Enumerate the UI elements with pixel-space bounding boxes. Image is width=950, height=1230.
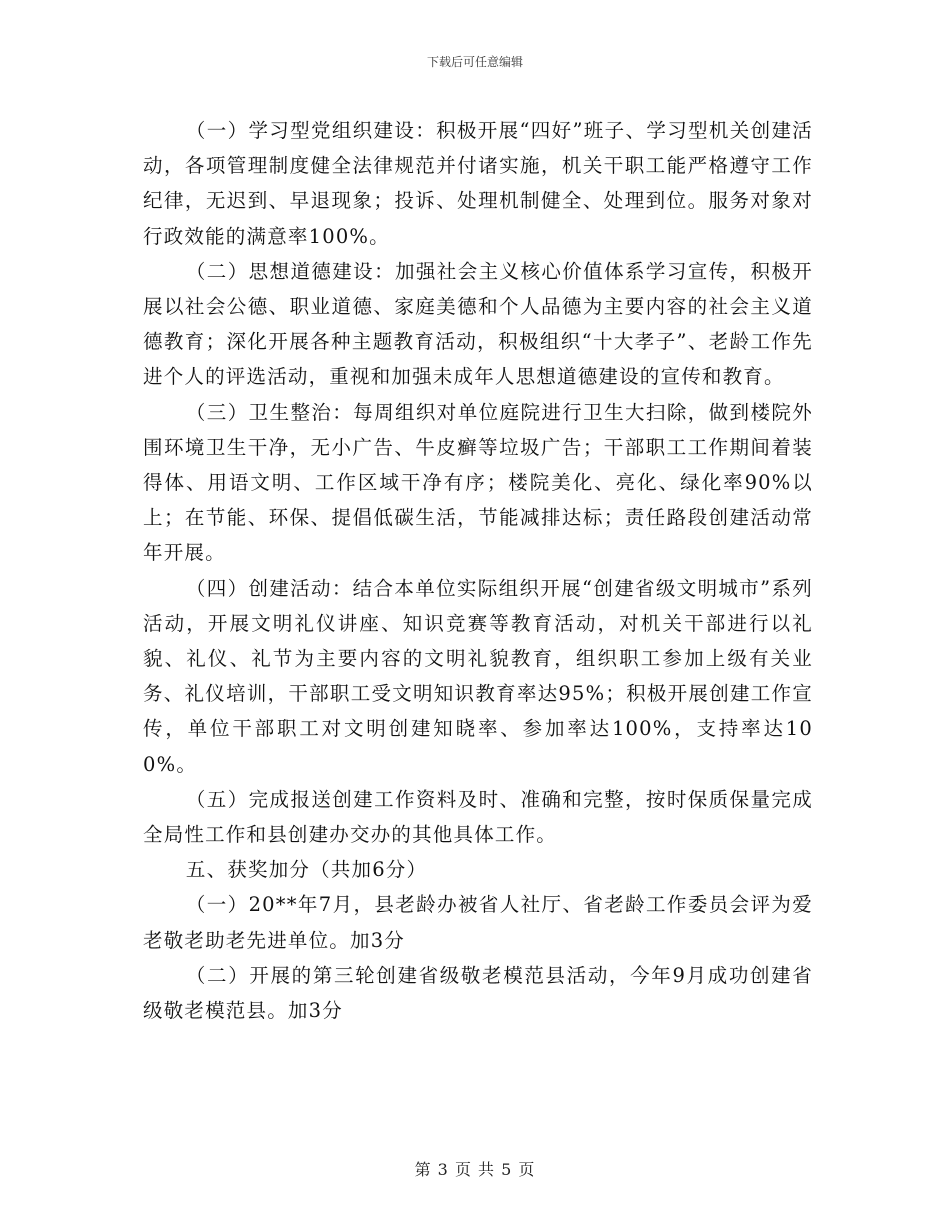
paragraph-reporting: （五）完成报送创建工作资料及时、准确和完整，按时保质保量完成全局性工作和县创建办交办的其他具体工作。 xyxy=(143,787,813,847)
page-header: 下载后可任意编辑 xyxy=(426,55,523,69)
paragraph-creation-activities: （四）创建活动：结合本单位实际组织开展“创建省级文明城市”系列活动，开展文明礼仪讲座、知识竞赛等教育活动，对机关干部进行以礼貌、礼仪、礼节为主要内容的文明礼貌教育，组织职工参加上级有关业务、礼仪培训，干部职工受文明知识教育率达95%；积极开展创建工作宣传，单位干部职工对文明创建知晓率、参加率达100%，支持率达100%。 xyxy=(143,576,813,776)
document-body xyxy=(143,113,813,1028)
paragraph-award-2: （二）开展的第三轮创建省级敬老模范县活动，今年9月成功创建省级敬老模范县。加3分 xyxy=(143,963,813,1023)
paragraph-sanitation: （三）卫生整治：每周组织对单位庭院进行卫生大扫除，做到楼院外围环境卫生干净，无小广告、牛皮癣等垃圾广告；干部职工工作期间着装得体、用语文明、工作区域干净有序；楼院美化、亮化、绿化率90%以上；在节能、环保、提倡低碳生活，节能减排达标；责任路段创建活动常年开展。 xyxy=(143,400,813,565)
paragraph-party-organization: （一）学习型党组织建设：积极开展“四好”班子、学习型机关创建活动，各项管理制度健全法律规范并付诸实施，机关干职工能严格遵守工作纪律，无迟到、早退现象；投诉、处理机制健全、处理到位。服务对象对行政效能的满意率100%。 xyxy=(143,119,813,248)
paragraph-award-1: （一）20**年7月，县老龄办被省人社厅、省老龄工作委员会评为爱老敬老助老先进单位。加3分 xyxy=(143,893,813,952)
page-number: 第 3 页 共 5 页 xyxy=(414,1160,536,1179)
section-heading-awards: 五、获奖加分（共加6分） xyxy=(185,858,428,882)
paragraph-moral-construction: （二）思想道德建设：加强社会主义核心价值体系学习宣传，积极开展以社会公德、职业道德、家庭美德和个人品德为主要内容的社会主义道德教育；深化开展各种主题教育活动，积极组织“十大孝子”、老龄工作先进个人的评选活动，重视和加强未成年人思想道德建设的宣传和教育。 xyxy=(143,259,813,389)
